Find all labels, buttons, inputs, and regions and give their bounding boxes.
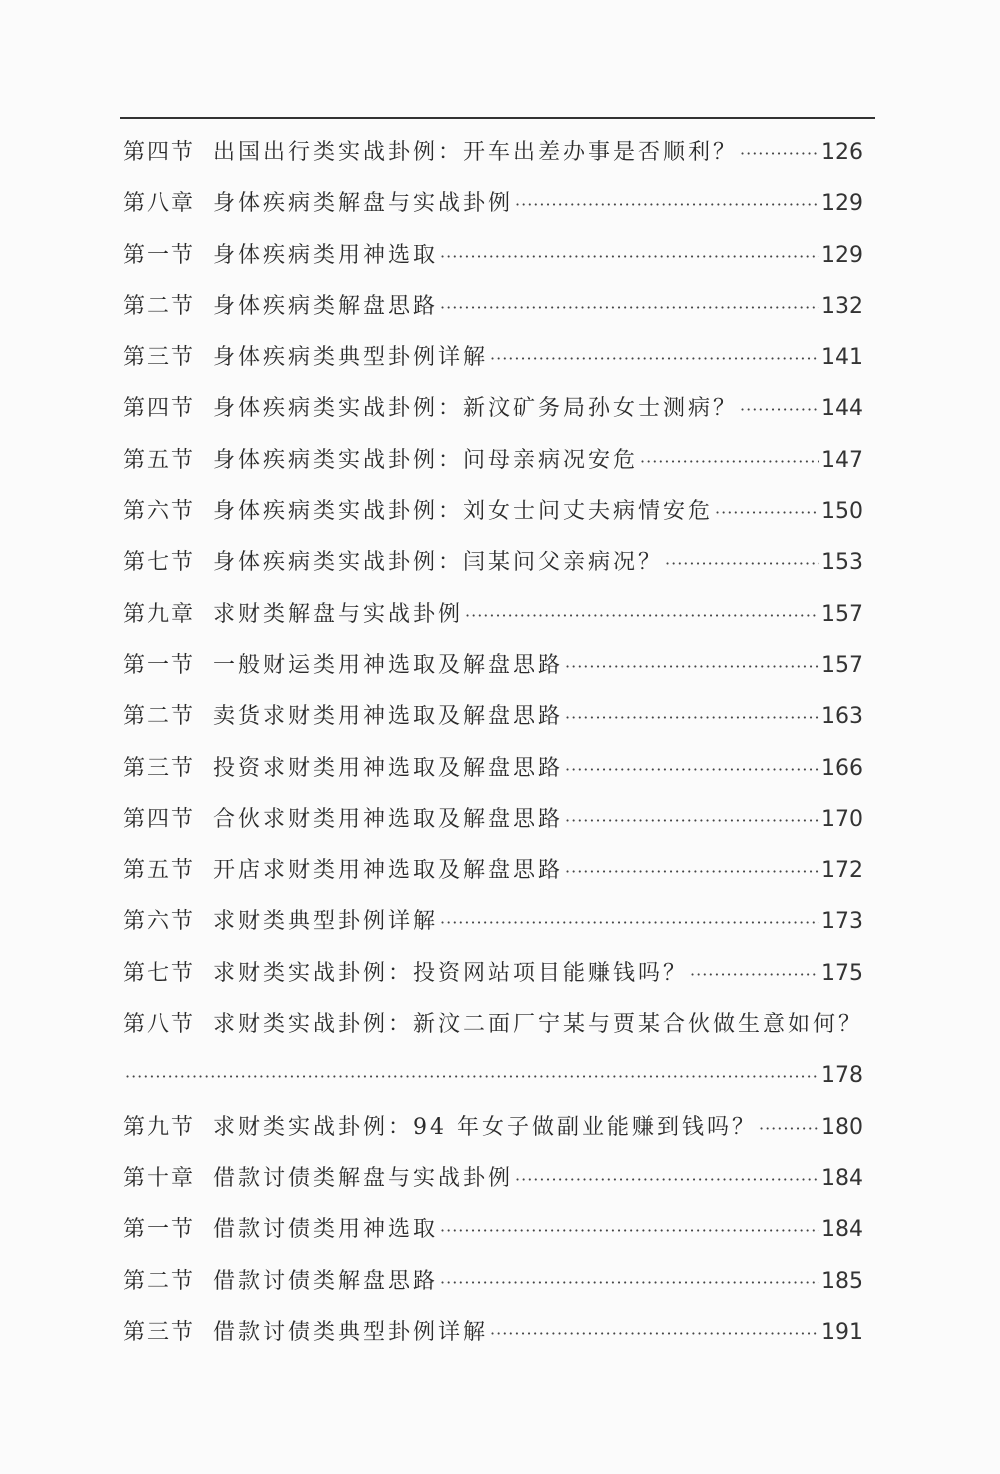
toc-entry-page: 173: [821, 909, 863, 935]
toc-entry[interactable]: [123, 694, 863, 745]
toc-entry[interactable]: [123, 181, 863, 232]
toc-entry-title: 身体疾病类实战卦例：刘女士问丈夫病情安危: [213, 499, 714, 525]
toc-entry[interactable]: [123, 592, 863, 643]
toc-entry-label: 第十章: [123, 1165, 196, 1191]
dot-leader: [440, 234, 819, 280]
toc-entry-page: 157: [821, 601, 863, 627]
dot-leader: [690, 952, 819, 998]
toc-entry-page: 170: [821, 806, 863, 832]
toc-entry-label: 第九节: [123, 1114, 196, 1140]
toc-entry-title: 身体疾病类解盘与实战卦例: [213, 191, 514, 217]
toc-entry-title: 身体疾病类典型卦例详解: [213, 345, 489, 371]
toc-entry-title: 出国出行类实战卦例：开车出差办事是否顺利？: [213, 140, 739, 165]
toc-entry-label: 第五节: [123, 858, 196, 884]
toc-entry-page: 141: [821, 345, 863, 371]
toc-entry-page: 184: [821, 1217, 863, 1243]
toc-entry[interactable]: [123, 848, 863, 899]
toc-entry-label: 第四节: [123, 140, 196, 165]
toc-entry[interactable]: [123, 386, 863, 437]
toc-entry-title: 身体疾病类实战卦例：闫某问父亲病况？: [213, 550, 664, 576]
toc-entry-label: 第二节: [123, 293, 196, 319]
toc-entry-title: 借款讨债类用神选取: [213, 1217, 439, 1243]
toc-entry-title: 合伙求财类用神选取及解盘思路: [213, 806, 564, 832]
toc-entry-label: 第八章: [123, 191, 196, 217]
dot-leader: [465, 593, 819, 639]
toc-entry-page: 178: [821, 1063, 863, 1089]
toc-entry-label: 第七节: [123, 550, 196, 576]
dot-leader: [565, 695, 819, 741]
toc-entry-title: 求财类典型卦例详解: [213, 909, 439, 935]
dot-leader: [125, 1054, 819, 1100]
dot-leader: [515, 182, 819, 228]
toc-entry-page: 129: [821, 191, 863, 217]
dot-leader: [715, 490, 819, 536]
toc-entry-label: 第一节: [123, 1217, 196, 1243]
toc-entry-title: 求财类实战卦例：新汶二面厂宁某与贾某合伙做生意如何？: [213, 1012, 864, 1038]
toc-entry-page: 150: [821, 499, 863, 525]
toc-entry-label: 第三节: [123, 755, 196, 781]
dot-leader: [640, 439, 819, 485]
toc-entry-page: 166: [821, 755, 863, 781]
toc-entry-page: 129: [821, 242, 863, 268]
toc-entry[interactable]: [123, 797, 863, 848]
toc-entry[interactable]: [123, 438, 863, 489]
table-of-contents: [123, 130, 863, 1361]
toc-entry-label: 第二节: [123, 704, 196, 730]
dot-leader: [740, 131, 819, 177]
toc-entry-label: 第八节: [123, 1012, 196, 1038]
dot-leader: [490, 336, 819, 382]
toc-entry-title: 借款讨债类典型卦例详解: [213, 1319, 489, 1345]
toc-entry-title: 求财类实战卦例：94 年女子做副业能赚到钱吗？: [213, 1114, 757, 1140]
dot-leader: [490, 1311, 819, 1357]
toc-entry[interactable]: [123, 899, 863, 950]
toc-entry-label: 第二节: [123, 1268, 196, 1294]
toc-entry[interactable]: [123, 284, 863, 335]
toc-entry-label: 第三节: [123, 345, 196, 371]
toc-entry-continuation[interactable]: [123, 1053, 863, 1104]
dot-leader: [759, 1106, 819, 1152]
toc-entry-label: 第一节: [123, 242, 196, 268]
toc-entry[interactable]: [123, 489, 863, 540]
toc-entry-label: 第九章: [123, 601, 196, 627]
toc-entry-page: 175: [821, 960, 863, 986]
toc-entry[interactable]: [123, 233, 863, 284]
toc-entry-label: 第一节: [123, 652, 196, 678]
toc-entry[interactable]: [123, 1105, 863, 1156]
toc-entry[interactable]: [123, 1002, 863, 1053]
toc-entry-page: 172: [821, 858, 863, 884]
toc-entry-title: 身体疾病类用神选取: [213, 242, 439, 268]
toc-entry-page: 153: [821, 550, 863, 576]
toc-entry-page: 157: [821, 652, 863, 678]
toc-entry[interactable]: [123, 643, 863, 694]
toc-entry-page: 132: [821, 293, 863, 319]
toc-entry[interactable]: [123, 746, 863, 797]
toc-entry-title: 身体疾病类实战卦例：新汶矿务局孙女士测病？: [213, 396, 739, 422]
toc-entry[interactable]: [123, 1259, 863, 1310]
toc-entry-label: 第四节: [123, 396, 196, 422]
dot-leader: [565, 849, 819, 895]
dot-leader: [440, 900, 819, 946]
toc-entry[interactable]: [123, 130, 863, 181]
toc-entry-page: 180: [821, 1114, 863, 1140]
dot-leader: [565, 644, 819, 690]
dot-leader: [440, 285, 819, 331]
dot-leader: [565, 747, 819, 793]
toc-entry-title: 借款讨债类解盘思路: [213, 1268, 439, 1294]
toc-entry-label: 第七节: [123, 960, 196, 986]
toc-entry-page: 184: [821, 1165, 863, 1191]
toc-entry-title: 身体疾病类实战卦例：问母亲病况安危: [213, 447, 639, 473]
toc-entry[interactable]: [123, 540, 863, 591]
toc-entry[interactable]: [123, 951, 863, 1002]
toc-entry-title: 卖货求财类用神选取及解盘思路: [213, 704, 564, 730]
toc-entry-page: 147: [821, 447, 863, 473]
toc-entry-label: 第四节: [123, 806, 196, 832]
dot-leader: [740, 387, 819, 433]
toc-entry-title: 投资求财类用神选取及解盘思路: [213, 755, 564, 781]
toc-entry-label: 第六节: [123, 909, 196, 935]
toc-entry-title: 一般财运类用神选取及解盘思路: [213, 652, 564, 678]
dot-leader: [515, 1157, 819, 1203]
toc-entry-page: 144: [821, 396, 863, 422]
dot-leader: [565, 798, 819, 844]
toc-entry[interactable]: [123, 1156, 863, 1207]
toc-entry-title: 开店求财类用神选取及解盘思路: [213, 858, 564, 884]
toc-entry-title: 身体疾病类解盘思路: [213, 293, 439, 319]
toc-entry-page: 191: [821, 1319, 863, 1345]
toc-entry-page: 185: [821, 1268, 863, 1294]
dot-leader: [665, 541, 819, 587]
toc-entry-label: 第五节: [123, 447, 196, 473]
toc-entry-label: 第三节: [123, 1319, 196, 1345]
header-rule: [120, 117, 875, 119]
toc-entry[interactable]: [123, 335, 863, 386]
toc-entry-title: 求财类实战卦例：投资网站项目能赚钱吗？: [213, 960, 689, 986]
toc-entry-page: 126: [821, 140, 863, 165]
toc-entry-page: 163: [821, 704, 863, 730]
toc-entry[interactable]: [123, 1207, 863, 1258]
dot-leader: [440, 1260, 819, 1306]
dot-leader: [440, 1208, 819, 1254]
toc-entry[interactable]: [123, 1310, 863, 1361]
toc-entry-title: 求财类解盘与实战卦例: [213, 601, 464, 627]
toc-entry-label: 第六节: [123, 499, 196, 525]
toc-entry-title: 借款讨债类解盘与实战卦例: [213, 1165, 514, 1191]
